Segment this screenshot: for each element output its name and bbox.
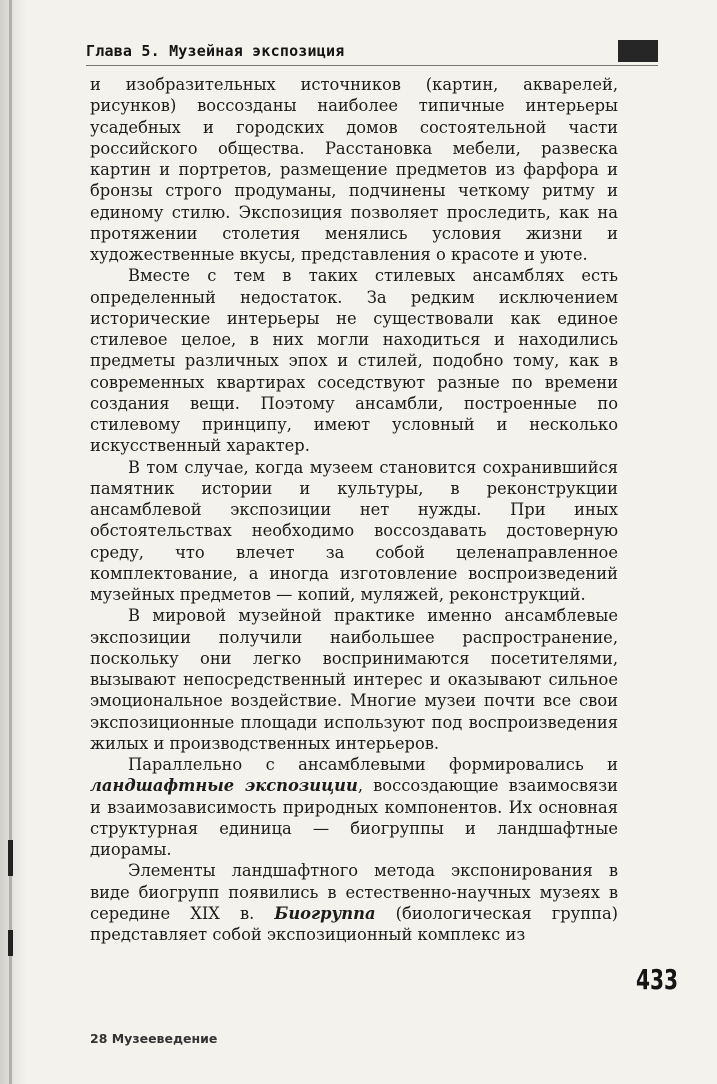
paragraph-6-before: Элементы ландшафтного метода экспонирования в виде биогрупп появились в естественно-научных музеях в середине XIX в.: [90, 861, 618, 923]
paragraph-6: [90, 860, 618, 945]
paragraph-3: В том случае, когда музеем становится сохранившийся памятник истории и культуры, в реконструкции ансамблевой экспозиции нет нужды. При иных обстоятельствах необходимо воссоздавать достоверную среду, что влечет за собой целенаправленное комплектование, а иногда изготовление воспроизведений музейных предметов — копий, муляжей, реконструкций.: [90, 457, 618, 604]
term-biogroup: Биогруппа: [274, 903, 376, 923]
paragraph-2: Вместе с тем в таких стилевых ансамблях есть определенный недостаток. За редким исключением исторические интерьеры не существовали как единое стилевое целое, в них могли находиться и находились предметы различных эпох и стилей, подобно тому, как в современных квартирах соседствуют разные по времени создания вещи. Поэтому ансамбли, построенные по стилевому принципу, имеют условный и несколько искусственный характер.: [90, 266, 618, 456]
book-spine-shadow: [0, 0, 26, 1084]
header-rule: [86, 65, 658, 66]
paragraph-5-after: , воссоздающие взаимосвязи и взаимозависимость природных компонентов. Их основная структурная единица — биогруппы и ландшафтные диорамы.: [90, 776, 618, 859]
page-number: 433: [636, 963, 679, 996]
spine-mark: [8, 840, 13, 876]
paragraph-1: и изобразительных источников (картин, акварелей, рисунков) воссозданы наиболее типичные интерьеры усадебных и городских домов состоятельной части российского общества. Расстановка мебели, развеска картин и портретов, размещение предметов из фарфора и бронзы строго продуманы, подчинены четкому ритму и единому стилю. Экспозиция позволяет проследить, как на протяжении столетия менялись условия жизни и художественные вкусы, представления о красоте и уюте.: [90, 75, 618, 264]
paragraph-5: [90, 754, 618, 860]
header-tab-block: [618, 40, 658, 62]
spine-line: [9, 0, 12, 1084]
paragraph-5-before: Параллельно с ансамблевыми формировались и: [128, 755, 618, 774]
paragraph-6-after: (биологическая группа) представляет собой экспозиционный комплекс из: [90, 903, 619, 944]
spine-mark: [8, 930, 13, 956]
paragraph-4: В мировой музейной практике именно ансамблевые экспозиции получили наибольшее распространение, поскольку они легко воспринимаются посетителями, вызывают непосредственный интерес и оказывают сильное эмоциональное воздействие. Многие музеи почти все свои экспозиционные площади используют под воспроизведения жилых и производственных интерьеров.: [90, 606, 618, 753]
running-header: [86, 40, 658, 66]
text-body: [90, 74, 618, 945]
term-landscape-expositions: ландшафтные экспозиции: [90, 776, 358, 796]
chapter-title: Глава 5. Музейная экспозиция: [86, 42, 345, 60]
signature-footer: 28 Музееведение: [90, 1031, 218, 1046]
